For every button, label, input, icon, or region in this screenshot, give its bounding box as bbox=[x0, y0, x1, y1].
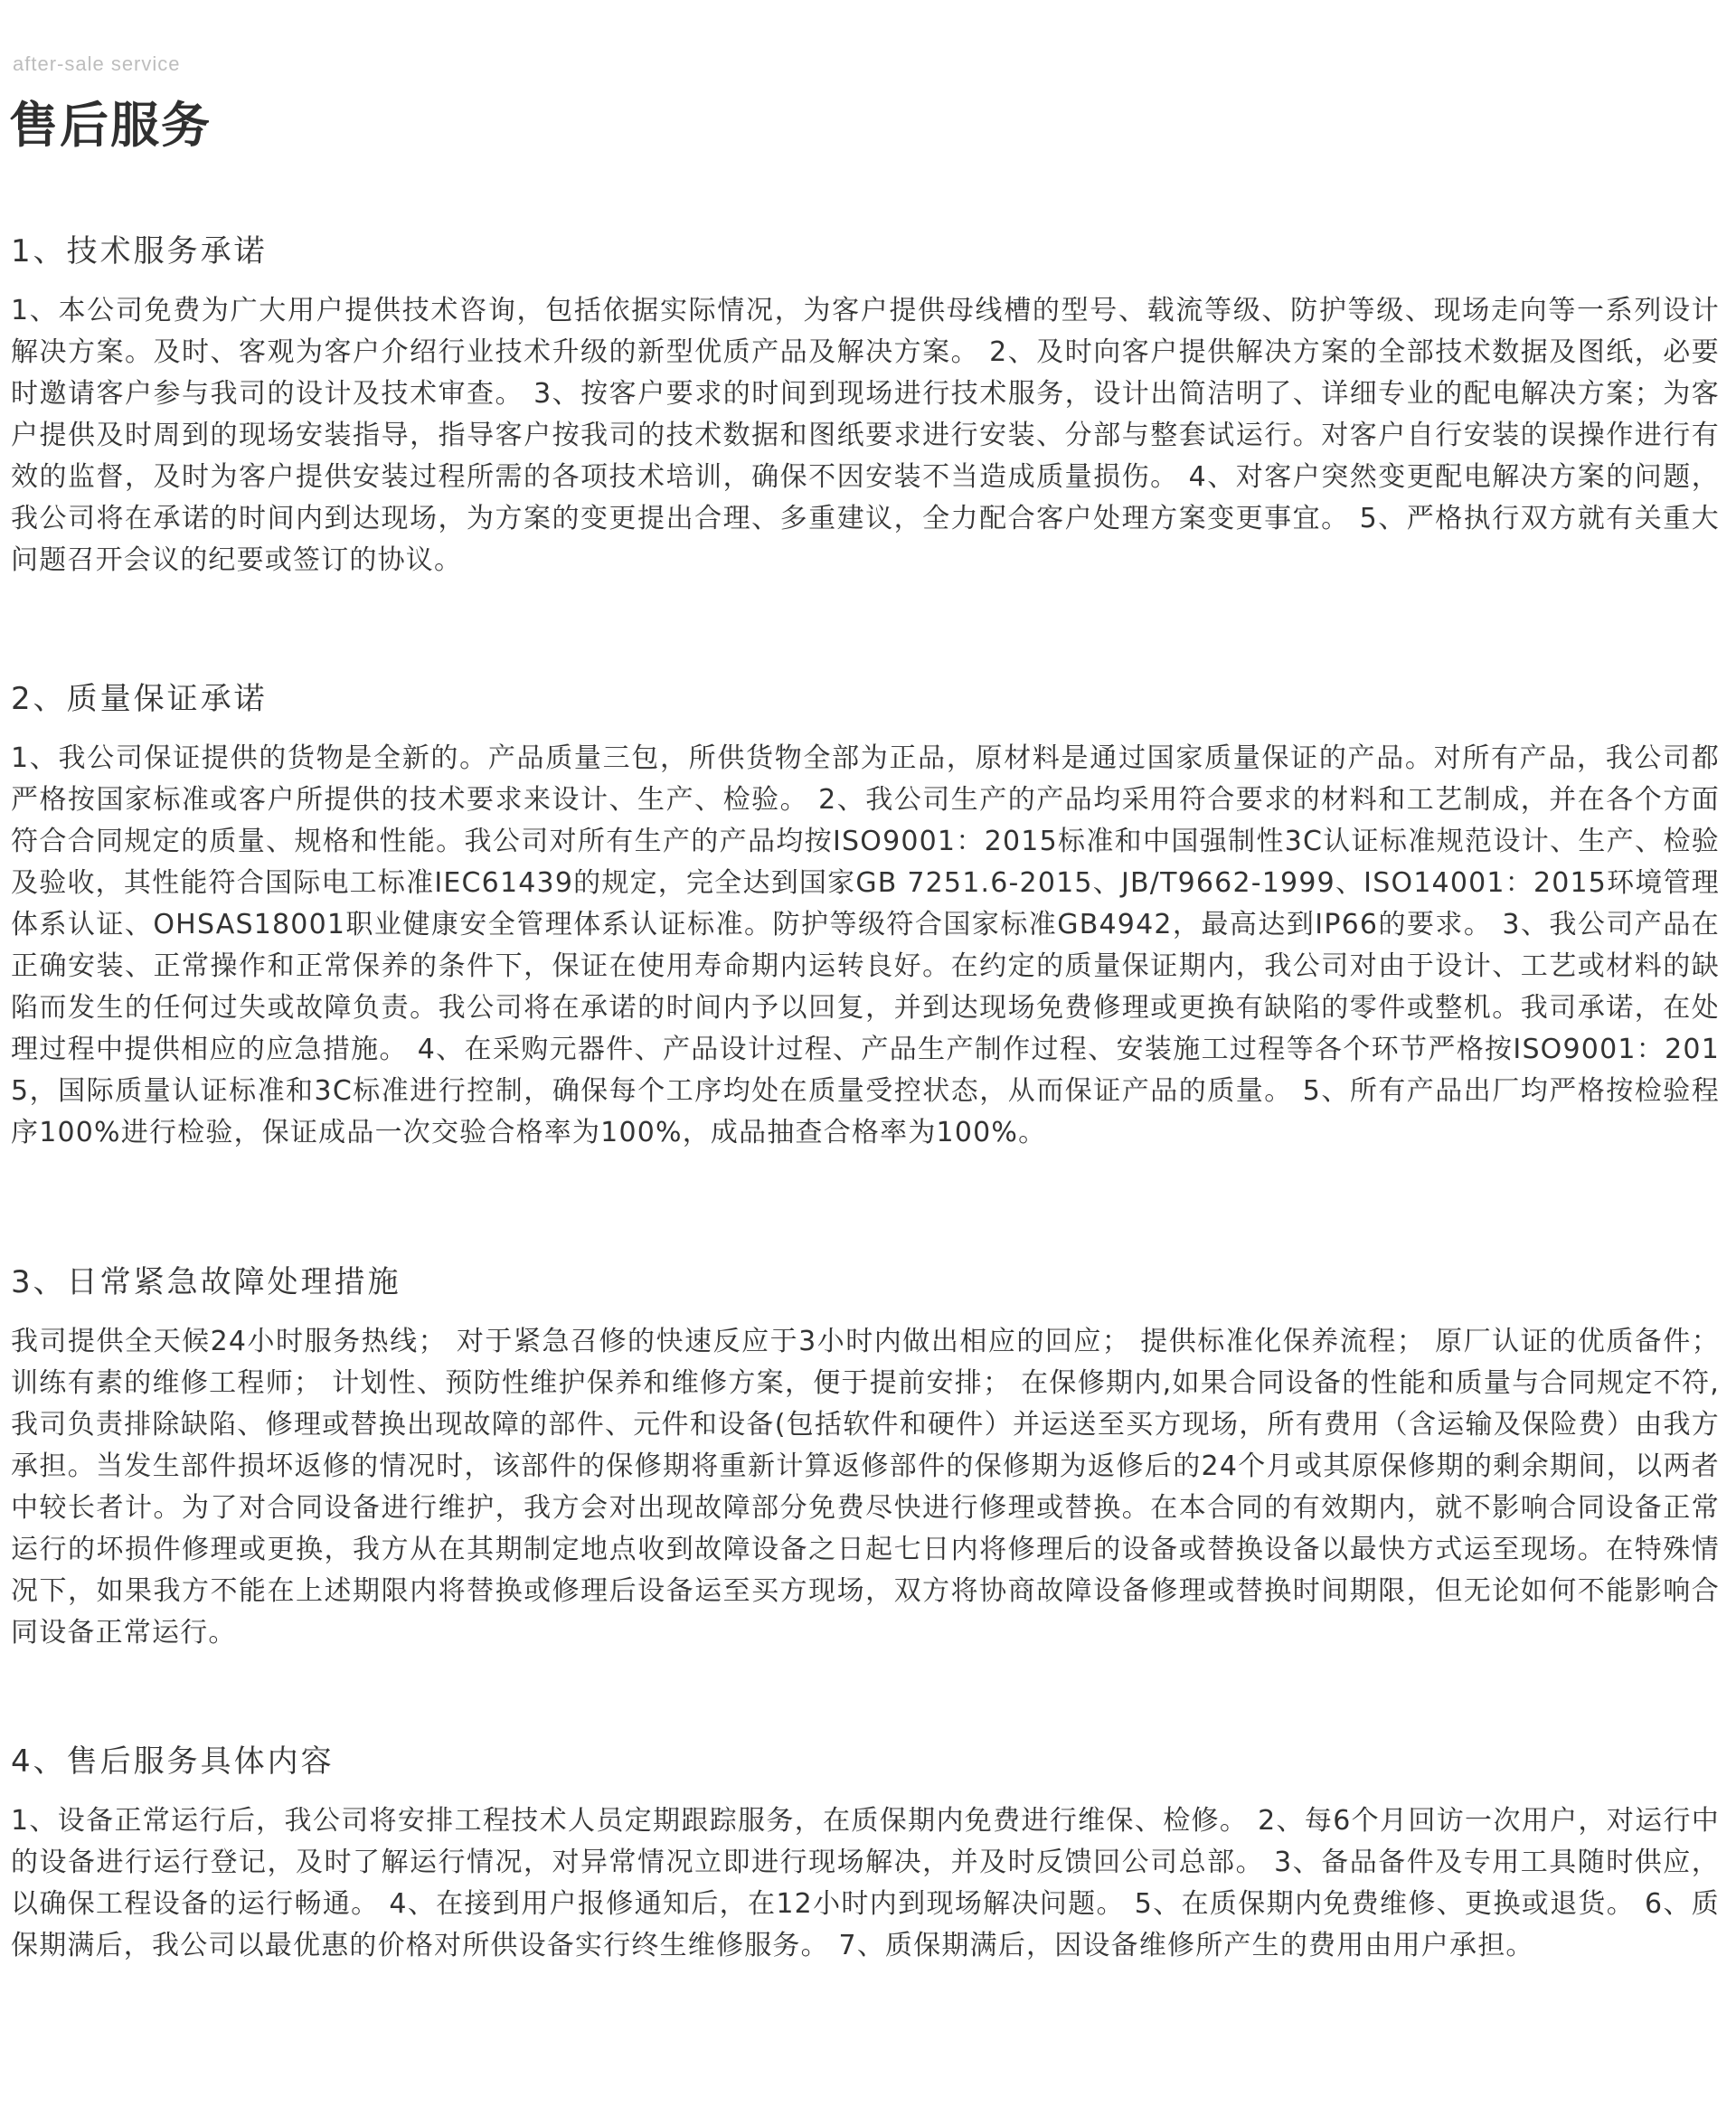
section-body: 1、设备正常运行后，我公司将安排工程技术人员定期跟踪服务，在质保期内免费进行维保、检修。 2、每6个月回访一次用户，对运行中的设备进行运行登记，及时了解运行情况，对异常情况立即进行现场解决，并及时反馈回公司总部。 3、备品备件及专用工具随时供应，以确保工程设备的运行畅通。 4、在接到用户报修通知后，在12小时内到现场解决问题。 5、在质保期内免费维修、更换或退货。 6、质保期满后，我公司以最优惠的价格对所供设备实行终生维修服务。 7、质保期满后，因设备维修所产生的费用由用户承担。 bbox=[11, 1805, 1720, 1961]
page-subtitle-en: after-sale service bbox=[13, 52, 181, 75]
section-body: 1、我公司保证提供的货物是全新的。产品质量三包，所供货物全部为正品，原材料是通过国家质量保证的产品。对所有产品，我公司都严格按国家标准或客户所提供的技术要求来设计、生产、检验。 2、我公司生产的产品均采用符合要求的材料和工艺制成，并在各个方面符合合同规定的质量、规格和性能。我公司对所有生产的产品均按ISO9001：2015标准和中国强制性3C认证标准规范设计、生产、检验及验收，其性能符合国际电工标准IEC61439的规定，完全达到国家GB 7251.6-2015、JB/T9662-1999、ISO14001：2015环境管理体系认证、OHSAS18001职业健康安全管理体系认证标准。防护等级符合国家标准GB4942，最高达到IP66的要求。 3、我公司产品在正确安装、正常操作和正常保养的条件下，保证在使用寿命期内运转良好。在约定的质量保证期内，我公司对由于设计、工艺或材料的缺陷而发生的任何过失或故障负责。我公司将在承诺的时间内予以回复，并到达现场免费修理或更换有缺陷的零件或整机。我司承诺，在处理过程中提供相应的应急措施。 4、在采购元器件、产品设计过程、产品生产制作过程、安装施工过程等各个环节严格按ISO9001：2015，国际质量认证标准和3C标准进行控制，确保每个工序均处在质量受控状态，从而保证产品的质量。 5、所有产品出厂均严格按检验程序100%进行检验，保证成品一次交验合格率为100%，成品抽查合格率为100%。 bbox=[11, 742, 1720, 1148]
section-body: 我司提供全天候24小时服务热线； 对于紧急召修的快速反应于3小时内做出相应的回应； 提供标准化保养流程； 原厂认证的优质备件； 训练有素的维修工程师； 计划性、预防性维护保养和维修方案，便于提前安排； 在保修期内,如果合同设备的性能和质量与合同规定不符,我司负责排除缺陷、修理或替换出现故障的部件、元件和设备(包括软件和硬件）并运送至买方现场，所有费用（含运输及保险费）由我方承担。当发生部件损坏返修的情况时，该部件的保修期将重新计算返修部件的保修期为返修后的24个月或其原保修期的剩余期间，以两者中较长者计。为了对合同设备进行维护，我方会对出现故障部分免费尽快进行修理或替换。在本合同的有效期内，就不影响合同设备正常运行的坏损件修理或更换，我方从在其期制定地点收到故障设备之日起七日内将修理后的设备或替换设备以最快方式运至现场。在特殊情况下，如果我方不能在上述期限内将替换或修理后设备运至买方现场，双方将协商故障设备修理或替换时间期限，但无论如何不能影响合同设备正常运行。 bbox=[11, 1326, 1720, 1649]
section-emergency-fault-handling bbox=[11, 1257, 1720, 1654]
page-title: 售后服务 bbox=[9, 97, 212, 154]
section-tech-service-commitment bbox=[11, 226, 1720, 581]
section-heading: 4、售后服务具体内容 bbox=[11, 1743, 335, 1780]
section-heading: 2、质量保证承诺 bbox=[11, 681, 268, 717]
section-heading: 1、技术服务承诺 bbox=[11, 233, 268, 269]
section-after-sale-details bbox=[11, 1736, 1720, 1967]
section-body: 1、本公司免费为广大用户提供技术咨询，包括依据实际情况，为客户提供母线槽的型号、载流等级、防护等级、现场走向等一系列设计解决方案。及时、客观为客户介绍行业技术升级的新型优质产品及解决方案。 2、及时向客户提供解决方案的全部技术数据及图纸，必要时邀请客户参与我司的设计及技术审查。 3、按客户要求的时间到现场进行技术服务，设计出简洁明了、详细专业的配电解决方案；为客户提供及时周到的现场安装指导，指导客户按我司的技术数据和图纸要求进行安装、分部与整套试运行。对客户自行安装的误操作进行有效的监督，及时为客户提供安装过程所需的各项技术培训，确保不因安装不当造成质量损伤。 4、对客户突然变更配电解决方案的问题，我公司将在承诺的时间内到达现场，为方案的变更提出合理、多重建议，全力配合客户处理方案变更事宜。 5、严格执行双方就有关重大问题召开会议的纪要或签订的协议。 bbox=[11, 295, 1720, 576]
section-heading: 3、日常紧急故障处理措施 bbox=[11, 1264, 401, 1300]
section-quality-guarantee bbox=[11, 674, 1720, 1154]
